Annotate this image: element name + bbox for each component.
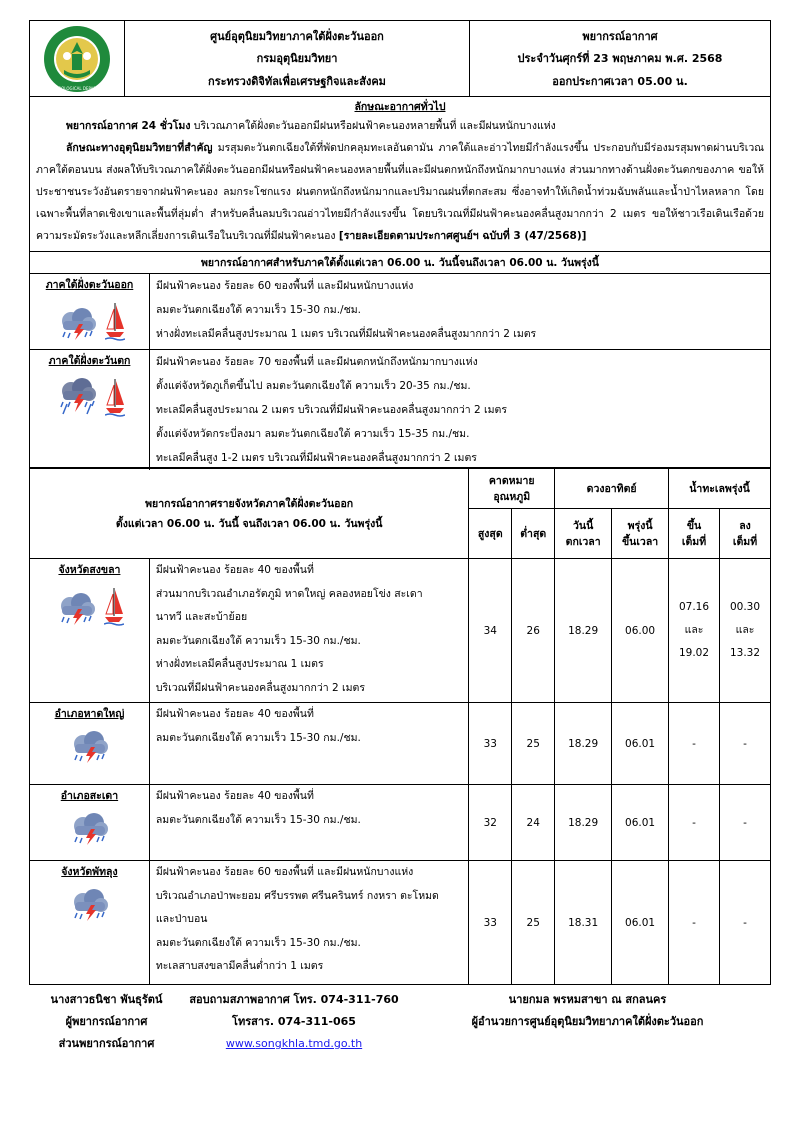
thunderstorm-icon [67,730,111,764]
forecast-document [29,20,771,1055]
temperature-header-2: อุณหภูมิ [493,490,531,503]
forecast-line: ห่างฝั่งทะเลมีคลื่นสูงประมาณ 1 เมตร [155,658,324,670]
forecast-line: มีฝนฟ้าคะนอง ร้อยละ 40 ของพื้นที่ [155,790,314,802]
high-tide: - [669,703,720,785]
min-temp-header: ต่ำสุด [512,509,555,559]
website-link[interactable]: www.songkhla.tmd.go.th [225,1037,363,1050]
general-p2-reference: [รายละเอียดตามประกาศศูนย์ฯ ฉบับที่ 3 (47/2568)] [338,230,587,242]
max-temp: 33 [469,703,512,785]
province-heading-1: พยากรณ์อากาศรายจังหวัดภาคใต้ฝั่งตะวันออก [145,497,354,510]
thunderstorm-icon [67,888,111,922]
sailboat-icon [104,586,124,626]
region-west-line-4: ตั้งแต่จังหวัดกระบี่ลงมา ลมตะวันตกเฉียงใต้ ความเร็ว 15-35 กม./ชม. [156,428,470,440]
high-tide-2: 19.02 [678,647,710,659]
sun-header: ดวงอาทิตย์ [555,469,669,509]
temperature-header [469,469,555,509]
organization [125,21,470,96]
sunset-time: 18.29 [555,559,612,703]
forecast-line: บริเวณที่มีฝนฟ้าคะนองคลื่นสูงมากกว่า 2 เมตร [155,681,366,694]
contact-block [184,989,404,1055]
forecast-line: ลมตะวันตกเฉียงใต้ ความเร็ว 15-30 กม./ชม. [155,813,361,826]
high-tide-header-1: ขึ้น [686,519,702,532]
sunrise-header-2: ขึ้นเวลา [621,535,659,548]
province-heading-2: ตั้งแต่เวลา 06.00 น. วันนี้ จนถึงเวลา 06.00 น. วันพรุ่งนี้ [115,517,383,530]
org-line-3: กระทรวงดิจิทัลเพื่อเศรษฐกิจและสังคม [208,74,386,88]
tide-header: น้ำทะเลพรุ่งนี้ [669,469,771,509]
table-row [30,785,771,861]
sunrise-time: 06.01 [612,703,669,785]
director-block [404,989,771,1055]
region-west-name: ภาคใต้ฝั่งตะวันตก [48,355,131,367]
thunderstorm-icon [54,592,98,626]
region-west-line-1: มีฝนฟ้าคะนอง ร้อยละ 70 ของพื้นที่ และมีฝนตกหนักถึงหนักมากบางแห่ง [156,356,478,368]
min-temp: 26 [512,559,555,703]
forecast-text [149,559,468,703]
max-temp: 34 [469,559,512,703]
sunset-header-2: ตกเวลา [565,535,601,548]
region-west-line-2: ตั้งแต่จังหวัดภูเก็ตขึ้นไป ลมตะวันตกเฉียงใต้ ความเร็ว 20-35 กม./ชม. [156,380,471,392]
forecast-line: ลมตะวันตกเฉียงใต้ ความเร็ว 15-30 กม./ชม. [155,936,361,949]
region-west-line-3: ทะเลมีคลื่นสูงประมาณ 2 เมตร บริเวณที่มีฝนฟ้าคะนองคลื่นสูงมากกว่า 2 เมตร [156,404,507,416]
forecaster-department: ส่วนพยากรณ์อากาศ [58,1037,155,1050]
phone-number: สอบถามสภาพอากาศ โทร. 074-311-760 [189,993,399,1006]
forecast-line: ลมตะวันตกเฉียงใต้ ความเร็ว 15-30 กม./ชม. [155,634,361,647]
min-temp: 25 [512,861,555,985]
forecast-line: และป่าบอน [155,913,208,925]
high-tide-header [669,509,720,559]
sunrise-header [612,509,669,559]
header [29,20,771,97]
fax-number: โทรสาร. 074-311-065 [232,1015,356,1028]
forecast-issue-time: ออกประกาศเวลา 05.00 น. [552,74,688,88]
province-table-heading [30,469,469,559]
min-temp: 24 [512,785,555,861]
forecast-text [149,703,468,785]
general-p2-text: มรสุมตะวันตกเฉียงใต้ที่พัดปกคลุมทะเลอันดามัน ภาคใต้และอ่าวไทยมีกำลังแรงขึ้น ประกอบกับมีร่องมรสุมพาดผ่านบริเวณภาคใต้ตอนบน ส่งผลให้บริเวณภาคใต้ฝั่งตะวันออกมีฝนหรือฝนฟ้าคะนองหลายพื้นที่และมีฝนตกหนักถึงหนักมากบางแห่ง ส่วนมากทางด้านฝั่งตะวันตกของภาค ขอให้ประชาชนระวังอันตรายจากฝนฟ้าคะนอง ลมกระโชกแรง ฝนตกหนักถึงหนักมากและปริมาณฝนที่ตกสะสม ซึ่งอาจทำให้เกิดน้ำท่วมฉับพลันและน้ำป่าไหลหลาก โดยเฉพาะพื้นที่ลาดเชิงเขาและพื้นที่ลุ่มต่ำ สำหรับคลื่นลมบริเวณอ่าวไทยมีกำลังแรงขึ้น โดยบริเวณที่มีฝนฟ้าคะนองคลื่นสูงมากกว่า 2 เมตร ขอให้ชาวเรือเดินเรือด้วยความระมัดระวังและหลีกเลี่ยงการเดินเรือในบริเวณที่มีฝนฟ้าคะนอง [36,142,764,242]
region-east-name: ภาคใต้ฝั่งตะวันออก [45,279,134,291]
region-west-line-5: ทะเลมีคลื่นสูง 1-2 เมตร บริเวณที่มีฝนฟ้าคะนองคลื่นสูงมากกว่า 2 เมตร [156,452,477,464]
org-line-1: ศูนย์อุตุนิยมวิทยาภาคใต้ฝั่งตะวันออก [210,30,384,44]
high-tide [669,559,720,703]
general-weather [29,97,771,252]
general-paragraph-2 [36,137,764,247]
sunset-header-1: วันนี้ [573,519,594,532]
table-row [30,861,771,985]
high-tide-and: และ [684,624,704,636]
director-role: ผู้อำนวยการศูนย์อุตุนิยมวิทยาภาคใต้ฝั่งตะวันออก [471,1015,704,1028]
regions-title: พยากรณ์อากาศสำหรับภาคใต้ตั้งแต่เวลา 06.00 น. วันนี้จนถึงเวลา 06.00 น. วันพรุ่งนี้ [29,252,771,274]
high-tide: - [669,785,720,861]
low-tide: - [720,703,771,785]
province-name: จังหวัดสงขลา [58,564,121,576]
province-forecast-table [29,468,771,985]
max-temp-header: สูงสุด [469,509,512,559]
forecast-line: มีฝนฟ้าคะนอง ร้อยละ 60 ของพื้นที่ และมีฝนหนักบางแห่ง [155,866,414,878]
department-logo [30,21,125,96]
sunset-time: 18.31 [555,861,612,985]
logo-caption: METEOROLOGICAL DEPARTMENT [44,85,110,91]
director-name: นายกมล พรหมสาขา ณ สกลนคร [508,993,667,1006]
sailboat-icon [105,301,125,341]
low-tide-2: 13.32 [729,647,761,659]
low-tide [720,559,771,703]
general-p1-heading: พยากรณ์อากาศ 24 ชั่วโมง [66,120,191,132]
forecaster-name: นางสาวธนิชา พันธุรัตน์ [50,993,163,1006]
province-name: อำเภอหาดใหญ่ [54,708,125,720]
province-name: จังหวัดพัทลุง [61,866,118,878]
general-paragraph-1 [36,115,764,137]
forecast-line: มีฝนฟ้าคะนอง ร้อยละ 40 ของพื้นที่ [155,564,314,576]
sailboat-icon [105,377,125,417]
sunset-time: 18.29 [555,785,612,861]
high-tide-header-2: เต็มที่ [681,535,707,548]
tmd-logo-icon [38,24,116,94]
low-tide-header-1: ลง [739,519,751,532]
low-tide-and: และ [735,624,755,636]
min-temp: 25 [512,703,555,785]
sunrise-time: 06.00 [612,559,669,703]
thunderstorm-icon [67,812,111,846]
sunrise-header-1: พรุ่งนี้ [627,519,653,532]
org-line-2: กรมอุตุนิยมวิทยา [256,52,338,66]
table-row [30,703,771,785]
low-tide-header [720,509,771,559]
forecast-line: ทะเลสาบสงขลามีคลื่นต่ำกว่า 1 เมตร [155,960,324,972]
forecast-line: ส่วนมากบริเวณอำเภอรัตภูมิ หาดใหญ่ คลองหอยโข่ง สะเดา [155,587,423,600]
forecast-line: ลมตะวันตกเฉียงใต้ ความเร็ว 15-30 กม./ชม. [155,731,361,744]
general-p2-heading: ลักษณะทางอุตุนิยมวิทยาที่สำคัญ [66,142,213,154]
forecaster-block [29,989,184,1055]
sunset-time: 18.29 [555,703,612,785]
forecast-line: บริเวณอำเภอป่าพะยอม ศรีบรรพต ศรีนครินทร์ กงหรา ตะโหมด [155,889,439,902]
sunrise-time: 06.01 [612,785,669,861]
region-east-line-2: ลมตะวันตกเฉียงใต้ ความเร็ว 15-30 กม./ชม. [156,304,361,316]
thunderstorm-icon [55,307,99,341]
region-east-line-3: ห่างฝั่งทะเลมีคลื่นสูงประมาณ 1 เมตร บริเวณที่มีฝนฟ้าคะนองคลื่นสูงมากกว่า 2 เมตร [156,328,537,340]
forecast-text [149,785,468,861]
forecaster-role: ผู้พยากรณ์อากาศ [65,1015,148,1028]
max-temp: 32 [469,785,512,861]
general-title: ลักษณะอากาศทั่วไป [354,101,446,113]
general-p1-text: บริเวณภาคใต้ฝั่งตะวันออกมีฝนหรือฝนฟ้าคะนองหลายพื้นที่ และมีฝนหนักบางแห่ง [190,120,556,132]
low-tide-header-2: เต็มที่ [732,535,758,548]
region-east [29,274,771,350]
forecast-line: มีฝนฟ้าคะนอง ร้อยละ 40 ของพื้นที่ [155,708,314,720]
forecast-line: นาทวี และสะบ้าย้อย [155,611,248,623]
high-tide: - [669,861,720,985]
region-east-line-1: มีฝนฟ้าคะนอง ร้อยละ 60 ของพื้นที่ และมีฝนหนักบางแห่ง [156,280,414,292]
forecast-date: ประจำวันศุกร์ที่ 23 พฤษภาคม พ.ศ. 2568 [517,52,723,66]
region-west [29,350,771,468]
max-temp: 33 [469,861,512,985]
low-tide: - [720,785,771,861]
temperature-header-1: คาดหมาย [488,474,535,487]
high-tide-1: 07.16 [678,601,710,613]
forecast-title: พยากรณ์อากาศ [582,30,658,44]
sunset-header [555,509,612,559]
footer [29,989,771,1055]
table-row [30,559,771,703]
province-name: อำเภอสะเดา [60,790,119,802]
forecast-heading [470,21,770,96]
low-tide: - [720,861,771,985]
forecast-text [149,861,468,985]
sunrise-time: 06.01 [612,861,669,985]
low-tide-1: 00.30 [729,601,761,613]
heavy-thunderstorm-icon [55,377,99,417]
